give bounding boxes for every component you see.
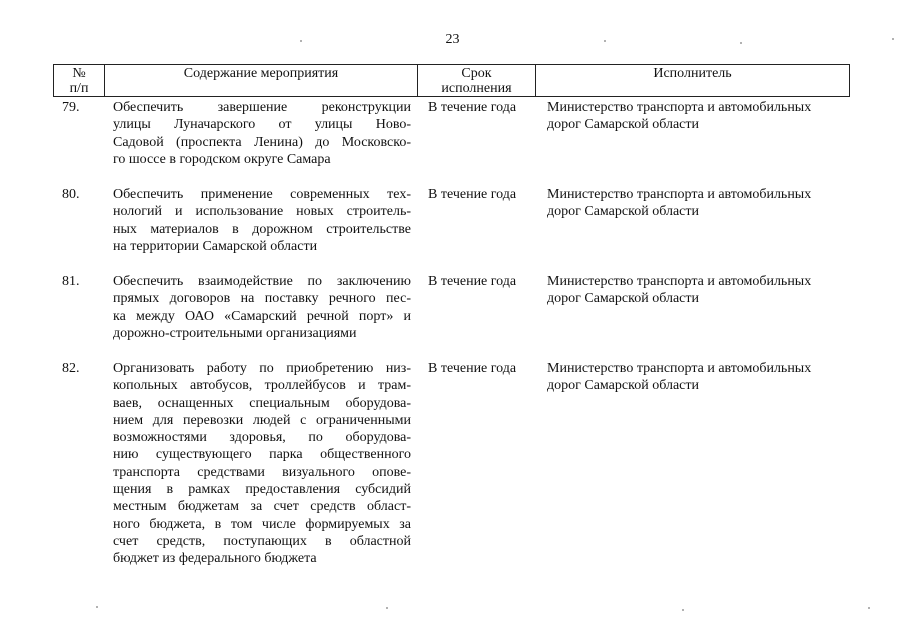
executor-line: дорог Самарской области [547,291,699,307]
executor-line: дорог Самарской области [547,378,699,394]
row-content [113,99,411,168]
scan-speck [386,607,388,609]
scan-speck [604,40,606,42]
row-executor [547,360,852,395]
row-term: В течение года [428,274,517,289]
content-line: улицы Луначарского от улицы Ново- [113,117,411,133]
scan-speck [868,607,870,609]
content-line: копольных автобусов, троллейбусов и трам- [113,378,411,394]
scan-speck [892,38,894,40]
header-executor-column: Исполнитель [653,66,732,81]
header-number-column [54,65,105,96]
executor-line: дорог Самарской области [547,117,699,133]
content-line: прямых договоров на поставку речного пес- [113,291,411,307]
scan-speck [96,606,98,608]
content-line: счет средств, поступающих в областной [113,533,411,549]
content-line: го шоссе в городском округе Самара [113,151,331,167]
row-executor [547,186,852,221]
content-line: нию существующего парка общественного [113,447,411,463]
row-number: 79. [62,100,80,115]
executor-line: Министерство транспорта и автомобильных [547,100,812,115]
content-line: дорожно-строительными организациями [113,325,357,341]
content-line: нологий и использование новых строитель- [113,204,411,220]
content-line: ных материалов в дорожном строительстве [113,221,411,237]
row-term: В течение года [428,187,517,202]
scan-speck [300,40,302,42]
row-executor [547,99,852,134]
content-line: Обеспечить применение современных тех- [113,187,411,202]
header-term-line-1: Срок [461,66,492,81]
content-line: ваев, оснащенных специальным оборудова- [113,395,411,411]
content-line: Организовать работу по приобретению низ- [113,361,411,376]
content-line: местным бюджетам за счет средств област- [113,499,411,515]
content-line: Обеспечить завершение реконструкции [113,100,411,115]
row-number: 81. [62,274,80,289]
row-executor [547,273,852,308]
row-number: 80. [62,187,80,202]
header-number-line-2: п/п [69,81,89,96]
content-line: ного бюджета, в том числе формируемых за [113,516,411,532]
content-line: щения в рамках предоставления субсидий [113,482,411,498]
executor-line: Министерство транспорта и автомобильных [547,187,812,202]
header-content-column: Содержание мероприятия [105,65,418,96]
content-line: на территории Самарской области [113,238,318,254]
header-term-column [418,65,536,96]
row-number: 82. [62,361,80,376]
row-content [113,360,411,568]
content-line: Садовой (проспекта Ленина) до Московско- [113,134,411,150]
scan-speck [682,609,684,611]
row-term: В течение года [428,361,517,376]
content-line: возможностями здоровья, по оборудова- [113,430,411,446]
executor-line: Министерство транспорта и автомобильных [547,361,812,376]
page-number: 23 [445,32,460,47]
table-header [53,64,850,97]
row-term: В течение года [428,100,517,115]
content-line: транспорта средствами визуального опове- [113,464,411,480]
content-line: бюджет из федерального бюджета [113,551,317,567]
executor-line: дорог Самарской области [547,204,699,220]
row-content [113,273,411,342]
executor-line: Министерство транспорта и автомобильных [547,274,812,289]
row-content [113,186,411,255]
content-line: ка между ОАО «Самарский речной порт» и [113,308,411,324]
header-term-line-2: исполнения [441,81,512,96]
content-line: нием для перевозки людей с ограниченными [113,412,411,428]
scan-speck [740,42,742,44]
content-line: Обеспечить взаимодействие по заключению [113,274,411,289]
header-number-line-1: № [72,66,86,81]
